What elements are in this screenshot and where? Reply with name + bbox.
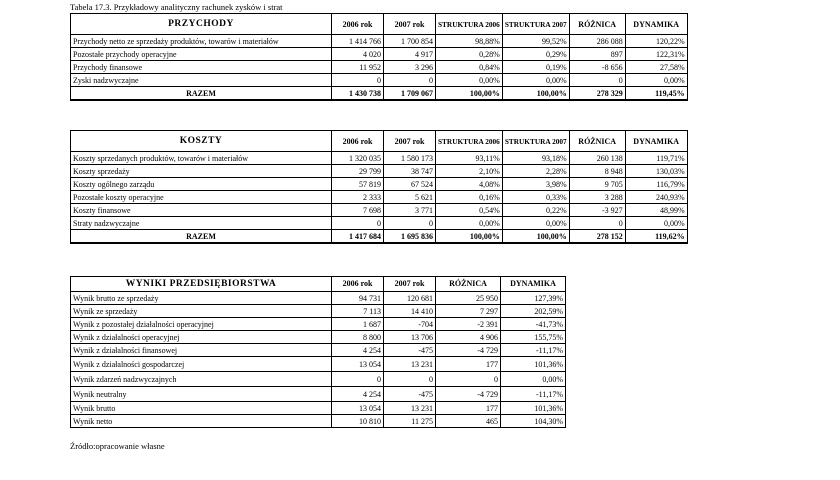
value-2007: -475: [384, 344, 436, 357]
row-label: Pozostałe koszty operacyjne: [71, 191, 332, 204]
difference: 177: [436, 357, 501, 372]
row-label: Przychody netto ze sprzedaży produktów, towarów i materiałów: [71, 35, 332, 48]
table-row: [71, 191, 688, 204]
difference: 9 705: [569, 178, 625, 191]
value-2007: 13 231: [384, 402, 436, 415]
value-2007: 1 580 173: [384, 152, 436, 165]
costs-header-difference: RÓŻNICA: [569, 131, 625, 152]
value-2007: -704: [384, 318, 436, 331]
difference: -4 729: [436, 344, 501, 357]
total-structure-2007: 100,00%: [502, 87, 569, 101]
structure-2007: 0,00%: [502, 217, 569, 230]
results-header-dynamics: DYNAMIKA: [501, 277, 566, 292]
row-label: Wynik zdarzeń nadzwyczajnych: [71, 372, 332, 387]
total-label: RAZEM: [71, 87, 332, 101]
difference: -3 927: [569, 204, 625, 217]
revenue-header-2007: 2007 rok: [384, 14, 436, 35]
value-2006: 1 414 766: [332, 35, 384, 48]
total-2006: 1 417 684: [332, 230, 384, 244]
difference: 177: [436, 402, 501, 415]
value-2006: 4 020: [332, 48, 384, 61]
dynamics: 101,36%: [501, 402, 566, 415]
row-label: Koszty sprzedaży: [71, 165, 332, 178]
revenue-total-row: [71, 87, 688, 101]
value-2006: 13 054: [332, 357, 384, 372]
table-row: [71, 61, 688, 74]
dynamics: 48,99%: [625, 204, 687, 217]
value-2006: 1 320 035: [332, 152, 384, 165]
table-row: [71, 204, 688, 217]
row-label: Wynik brutto ze sprzedaży: [71, 292, 332, 305]
difference: -8 656: [569, 61, 625, 74]
value-2007: 0: [384, 372, 436, 387]
table-row: [71, 387, 566, 402]
value-2006: 29 799: [332, 165, 384, 178]
table-row: [71, 74, 688, 87]
dynamics: 101,36%: [501, 357, 566, 372]
total-difference: 278 152: [569, 230, 625, 244]
row-label: Wynik z działalności gospodarczej: [71, 357, 332, 372]
value-2007: 3 771: [384, 204, 436, 217]
dynamics: 202,59%: [501, 305, 566, 318]
total-difference: 278 329: [569, 87, 625, 101]
table-row: [71, 357, 566, 372]
value-2006: 4 254: [332, 387, 384, 402]
value-2006: 11 952: [332, 61, 384, 74]
results-header-2007: 2007 rok: [384, 277, 436, 292]
structure-2007: 93,18%: [502, 152, 569, 165]
value-2006: 10 810: [332, 415, 384, 428]
value-2007: 3 296: [384, 61, 436, 74]
row-label: Wynik neutralny: [71, 387, 332, 402]
table-row: [71, 318, 566, 331]
value-2006: 0: [332, 74, 384, 87]
table-row: [71, 344, 566, 357]
costs-table: [70, 130, 688, 244]
structure-2006: 0,00%: [436, 217, 503, 230]
total-2006: 1 430 738: [332, 87, 384, 101]
difference: 4 906: [436, 331, 501, 344]
results-header-2006: 2006 rok: [332, 277, 384, 292]
dynamics: 127,39%: [501, 292, 566, 305]
difference: -2 391: [436, 318, 501, 331]
structure-2007: 0,00%: [502, 74, 569, 87]
value-2007: 1 700 854: [384, 35, 436, 48]
table-row: [71, 152, 688, 165]
table-caption: Tabela 17.3. Przykładowy analityczny rachunek zysków i strat: [70, 2, 283, 12]
costs-header-dynamics: DYNAMIKA: [625, 131, 687, 152]
dynamics: 122,31%: [625, 48, 687, 61]
difference: 0: [569, 217, 625, 230]
dynamics: 120,22%: [625, 35, 687, 48]
row-label: Wynik ze sprzedaży: [71, 305, 332, 318]
value-2006: 8 800: [332, 331, 384, 344]
revenue-header-structure-2007: STRUKTURA 2007: [502, 14, 569, 35]
total-2007: 1 695 836: [384, 230, 436, 244]
results-table: [70, 276, 566, 428]
difference: 8 948: [569, 165, 625, 178]
value-2006: 1 687: [332, 318, 384, 331]
costs-header-structure-2006: STRUKTURA 2006: [436, 131, 503, 152]
difference: 7 297: [436, 305, 501, 318]
difference: 286 088: [569, 35, 625, 48]
revenue-header-2006: 2006 rok: [332, 14, 384, 35]
difference: 25 950: [436, 292, 501, 305]
structure-2007: 0,22%: [502, 204, 569, 217]
structure-2006: 0,16%: [436, 191, 503, 204]
costs-header-row: [71, 131, 688, 152]
dynamics: 119,71%: [625, 152, 687, 165]
value-2007: 13 231: [384, 357, 436, 372]
difference: 0: [436, 372, 501, 387]
value-2006: 0: [332, 372, 384, 387]
table-row: [71, 415, 566, 428]
revenue-header-title: PRZYCHODY: [71, 14, 332, 35]
structure-2007: 0,33%: [502, 191, 569, 204]
value-2006: 57 819: [332, 178, 384, 191]
row-label: Przychody finansowe: [71, 61, 332, 74]
row-label: Wynik brutto: [71, 402, 332, 415]
results-header-row: [71, 277, 566, 292]
table-row: [71, 217, 688, 230]
difference: 465: [436, 415, 501, 428]
structure-2006: 0,54%: [436, 204, 503, 217]
revenue-table: [70, 13, 688, 101]
costs-header-structure-2007: STRUKTURA 2007: [502, 131, 569, 152]
structure-2006: 4,08%: [436, 178, 503, 191]
table-row: [71, 402, 566, 415]
dynamics: 0,00%: [501, 372, 566, 387]
dynamics: 155,75%: [501, 331, 566, 344]
value-2006: 2 333: [332, 191, 384, 204]
row-label: Straty nadzwyczajne: [71, 217, 332, 230]
row-label: Pozostałe przychody operacyjne: [71, 48, 332, 61]
table-row: [71, 165, 688, 178]
value-2006: 7 698: [332, 204, 384, 217]
structure-2007: 2,28%: [502, 165, 569, 178]
value-2007: 38 747: [384, 165, 436, 178]
dynamics: 116,79%: [625, 178, 687, 191]
value-2007: -475: [384, 387, 436, 402]
value-2006: 13 054: [332, 402, 384, 415]
difference: 897: [569, 48, 625, 61]
difference: -4 729: [436, 387, 501, 402]
value-2007: 4 917: [384, 48, 436, 61]
table-row: [71, 292, 566, 305]
total-dynamics: 119,45%: [625, 87, 687, 101]
value-2006: 4 254: [332, 344, 384, 357]
total-dynamics: 119,62%: [625, 230, 687, 244]
dynamics: 104,30%: [501, 415, 566, 428]
value-2006: 94 731: [332, 292, 384, 305]
results-header-difference: RÓŻNICA: [436, 277, 501, 292]
revenue-header-difference: RÓŻNICA: [569, 14, 625, 35]
table-row: [71, 35, 688, 48]
value-2007: 11 275: [384, 415, 436, 428]
row-label: Zyski nadzwyczajne: [71, 74, 332, 87]
value-2007: 5 621: [384, 191, 436, 204]
row-label: Wynik netto: [71, 415, 332, 428]
row-label: Wynik z pozostałej działalności operacyjnej: [71, 318, 332, 331]
total-structure-2006: 100,00%: [436, 87, 503, 101]
difference: 260 138: [569, 152, 625, 165]
value-2006: 7 113: [332, 305, 384, 318]
dynamics: 27,58%: [625, 61, 687, 74]
row-label: Koszty ogólnego zarządu: [71, 178, 332, 191]
revenue-header-row: [71, 14, 688, 35]
value-2006: 0: [332, 217, 384, 230]
results-header-title: WYNIKI PRZEDSIĘBIORSTWA: [71, 277, 332, 292]
structure-2006: 93,11%: [436, 152, 503, 165]
row-label: Wynik z działalności finansowej: [71, 344, 332, 357]
total-label: RAZEM: [71, 230, 332, 244]
structure-2007: 0,19%: [502, 61, 569, 74]
costs-total-row: [71, 230, 688, 244]
difference: 3 288: [569, 191, 625, 204]
table-row: [71, 305, 566, 318]
table-row: [71, 372, 566, 387]
dynamics: 130,03%: [625, 165, 687, 178]
value-2007: 0: [384, 217, 436, 230]
dynamics: -11,17%: [501, 387, 566, 402]
dynamics: 0,00%: [625, 217, 687, 230]
table-row: [71, 48, 688, 61]
total-structure-2007: 100,00%: [502, 230, 569, 244]
structure-2006: 0,28%: [436, 48, 503, 61]
dynamics: 240,93%: [625, 191, 687, 204]
source-note: Źródło:opracowanie własne: [70, 441, 165, 451]
value-2007: 120 681: [384, 292, 436, 305]
value-2007: 0: [384, 74, 436, 87]
row-label: Koszty sprzedanych produktów, towarów i materiałów: [71, 152, 332, 165]
dynamics: -41,73%: [501, 318, 566, 331]
revenue-header-structure-2006: STRUKTURA 2006: [436, 14, 503, 35]
row-label: Koszty finansowe: [71, 204, 332, 217]
structure-2006: 98,88%: [436, 35, 503, 48]
total-structure-2006: 100,00%: [436, 230, 503, 244]
revenue-header-dynamics: DYNAMIKA: [625, 14, 687, 35]
table-row: [71, 178, 688, 191]
row-label: Wynik z działalności operacyjnej: [71, 331, 332, 344]
structure-2006: 0,00%: [436, 74, 503, 87]
dynamics: 0,00%: [625, 74, 687, 87]
costs-header-2007: 2007 rok: [384, 131, 436, 152]
total-2007: 1 709 067: [384, 87, 436, 101]
costs-header-2006: 2006 rok: [332, 131, 384, 152]
value-2007: 13 706: [384, 331, 436, 344]
costs-header-title: KOSZTY: [71, 131, 332, 152]
difference: 0: [569, 74, 625, 87]
value-2007: 14 410: [384, 305, 436, 318]
structure-2006: 0,84%: [436, 61, 503, 74]
structure-2006: 2,10%: [436, 165, 503, 178]
structure-2007: 99,52%: [502, 35, 569, 48]
value-2007: 67 524: [384, 178, 436, 191]
dynamics: -11,17%: [501, 344, 566, 357]
structure-2007: 0,29%: [502, 48, 569, 61]
table-row: [71, 331, 566, 344]
structure-2007: 3,98%: [502, 178, 569, 191]
